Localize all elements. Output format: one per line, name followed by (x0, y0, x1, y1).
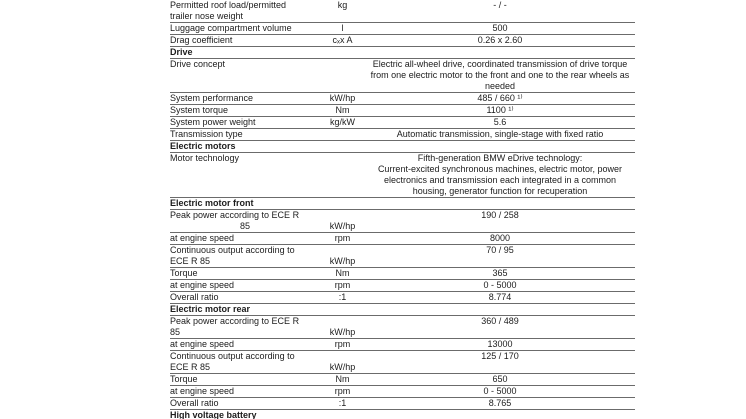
spec-value: housing, generator function for recuperation (412, 186, 588, 196)
spec-value: 8.765 (488, 398, 512, 408)
spec-label-cell (170, 35, 320, 46)
spec-label: at engine speed (170, 280, 235, 290)
spec-label: Peak power according to ECE R (170, 210, 300, 220)
spec-label: Continuous output according to (170, 245, 295, 255)
spec-unit-cell (320, 386, 365, 397)
spec-label-cell (170, 398, 320, 409)
spec-unit-cell (320, 374, 365, 385)
section-title-cell (170, 304, 320, 315)
spec-unit (320, 210, 365, 221)
spec-label-cell (170, 280, 320, 291)
spec-unit: Nm (335, 268, 350, 278)
spec-row (170, 35, 635, 47)
section-title: Electric motor front (170, 198, 254, 208)
spec-row (170, 117, 635, 129)
spec-unit: rpm (334, 233, 351, 243)
spec-label: at engine speed (170, 233, 235, 243)
spec-value: Automatic transmission, single-stage with fixed ratio (396, 129, 604, 139)
spec-unit-cell (320, 233, 365, 244)
spec-unit: :1 (338, 292, 347, 302)
spec-label-cell (170, 59, 320, 92)
spec-unit: kW/hp (329, 362, 356, 372)
spec-label: Drive concept (170, 59, 226, 69)
spec-unit-cell (320, 105, 365, 116)
spec-unit-cell (320, 292, 365, 303)
spec-label: Overall ratio (170, 292, 219, 302)
spec-row (170, 59, 635, 93)
spec-unit: kg (337, 0, 348, 10)
spec-row (170, 93, 635, 105)
spec-label: Torque (170, 268, 198, 278)
spec-value-cell (365, 117, 635, 128)
spec-value-cell (365, 292, 635, 303)
spec-unit-cell (320, 245, 365, 267)
spec-label-cell (170, 117, 320, 128)
spec-unit-cell (320, 351, 365, 373)
spec-label-cell (170, 153, 320, 197)
spec-label: 85 (170, 327, 181, 337)
spec-value: 485 / 660 ¹⁾ (477, 93, 523, 103)
spec-value: from one electric motor to the front and one to the rear wheels as (370, 70, 630, 80)
spec-value: Electric all-wheel drive, coordinated transmission of drive torque (372, 59, 628, 69)
spec-row (170, 23, 635, 35)
spec-value-cell (365, 23, 635, 34)
section-title-cell (170, 198, 320, 209)
spec-value-cell (365, 129, 635, 140)
spec-row (170, 105, 635, 117)
spec-label-cell (170, 129, 320, 140)
spec-unit-cell (320, 339, 365, 350)
spec-row (170, 398, 635, 410)
spec-value-cell (365, 245, 635, 267)
spec-value: - / - (493, 0, 507, 10)
spec-label-cell (170, 245, 320, 267)
spec-value: 5.6 (493, 117, 507, 127)
spec-value: 13000 (487, 339, 513, 349)
section-row (170, 47, 635, 59)
spec-value-cell (365, 339, 635, 350)
spec-label-cell (170, 268, 320, 279)
spec-unit: cₓx A (332, 35, 353, 45)
spec-label: ECE R 85 (170, 362, 211, 372)
spec-unit-cell (320, 0, 365, 22)
spec-value: electronics and transmission each integrated in a common (383, 175, 617, 185)
spec-unit-cell (320, 398, 365, 409)
section-title-cell (170, 47, 320, 58)
spec-unit-cell (320, 35, 365, 46)
spec-label-cell (170, 374, 320, 385)
spec-table (170, 0, 635, 419)
spec-label: ECE R 85 (170, 256, 211, 266)
spec-label-cell (170, 351, 320, 373)
spec-unit-cell (320, 280, 365, 291)
spec-label-cell (170, 210, 320, 232)
spec-value-cell (365, 233, 635, 244)
spec-label-cell (170, 0, 320, 22)
spec-value: 360 / 489 (481, 316, 519, 326)
spec-value-cell (365, 93, 635, 104)
spec-value: 0.26 x 2.60 (477, 35, 523, 45)
spec-unit (320, 316, 365, 327)
spec-label: Luggage compartment volume (170, 23, 292, 33)
spec-label-cell (170, 93, 320, 104)
spec-label: Continuous output according to (170, 351, 295, 361)
spec-row (170, 268, 635, 280)
spec-row (170, 316, 635, 339)
spec-value: 0 - 5000 (483, 280, 517, 290)
spec-value-cell (365, 59, 635, 92)
spec-label: Peak power according to ECE R (170, 316, 300, 326)
spec-unit: kW/hp (329, 221, 356, 231)
spec-unit-cell (320, 23, 365, 34)
spec-label-cell (170, 292, 320, 303)
spec-unit (320, 245, 365, 256)
spec-value-cell (365, 153, 635, 197)
spec-label: Permitted roof load/permitted (170, 0, 287, 10)
spec-row (170, 351, 635, 374)
spec-value: 70 / 95 (486, 245, 514, 255)
spec-unit: Nm (335, 374, 350, 384)
spec-unit: rpm (334, 339, 351, 349)
spec-value-cell (365, 35, 635, 46)
spec-label: at engine speed (170, 339, 235, 349)
spec-value-cell (365, 268, 635, 279)
spec-unit-cell (320, 117, 365, 128)
spec-label: System torque (170, 105, 229, 115)
spec-value: needed (484, 81, 516, 91)
spec-label-cell (170, 386, 320, 397)
spec-value: 650 (492, 374, 508, 384)
spec-row (170, 339, 635, 351)
spec-label: Motor technology (170, 153, 240, 163)
spec-row (170, 245, 635, 268)
section-title-cell (170, 410, 320, 419)
spec-unit: rpm (334, 280, 351, 290)
section-title: Drive (170, 47, 193, 57)
spec-unit-cell (320, 153, 365, 197)
spec-row (170, 153, 635, 198)
spec-label: at engine speed (170, 386, 235, 396)
spec-row (170, 210, 635, 233)
spec-value: 0 - 5000 (483, 386, 517, 396)
spec-value-cell (365, 351, 635, 373)
section-title: Electric motor rear (170, 304, 251, 314)
spec-value: 125 / 170 (481, 351, 519, 361)
section-row (170, 198, 635, 210)
spec-unit-cell (320, 59, 365, 92)
spec-value-cell (365, 316, 635, 338)
spec-value-cell (365, 386, 635, 397)
spec-row (170, 0, 635, 23)
spec-value: Current-excited synchronous machines, electric motor, power (377, 164, 623, 174)
spec-value: 365 (492, 268, 508, 278)
spec-label-cell (170, 339, 320, 350)
spec-value-cell (365, 105, 635, 116)
spec-unit: kW/hp (329, 256, 356, 266)
spec-label-cell (170, 23, 320, 34)
spec-unit-cell (320, 129, 365, 140)
section-row (170, 304, 635, 316)
spec-value-cell (365, 280, 635, 291)
spec-row (170, 374, 635, 386)
section-title: Electric motors (170, 141, 236, 151)
spec-label: 85 (239, 221, 250, 231)
spec-unit-cell (320, 268, 365, 279)
spec-unit: :1 (338, 398, 347, 408)
spec-unit: kW/hp (329, 327, 356, 337)
spec-value: 8.774 (488, 292, 512, 302)
spec-unit: l (341, 23, 344, 33)
spec-value: 1100 ¹⁾ (486, 105, 514, 115)
spec-value-cell (365, 0, 635, 22)
spec-value: 8000 (489, 233, 511, 243)
section-row (170, 410, 635, 419)
spec-label: Torque (170, 374, 198, 384)
section-row (170, 141, 635, 153)
spec-value: Fifth-generation BMW eDrive technology: (417, 153, 583, 163)
spec-label: Transmission type (170, 129, 243, 139)
spec-label: Drag coefficient (170, 35, 233, 45)
spec-label: System power weight (170, 117, 256, 127)
spec-label-cell (170, 105, 320, 116)
spec-row (170, 280, 635, 292)
spec-row (170, 386, 635, 398)
spec-unit-cell (320, 210, 365, 232)
spec-value-cell (365, 398, 635, 409)
spec-unit-cell (320, 316, 365, 338)
spec-unit: rpm (334, 386, 351, 396)
spec-value-cell (365, 374, 635, 385)
spec-label: trailer nose weight (170, 11, 244, 21)
spec-value: 500 (492, 23, 508, 33)
spec-unit: Nm (335, 105, 350, 115)
section-title: High voltage battery (170, 410, 257, 419)
spec-unit (320, 351, 365, 362)
spec-label: System performance (170, 93, 254, 103)
spec-unit: kg/kW (329, 117, 355, 127)
spec-row (170, 233, 635, 245)
spec-value: 190 / 258 (481, 210, 519, 220)
spec-label-cell (170, 233, 320, 244)
spec-label: Overall ratio (170, 398, 219, 408)
spec-label-cell (170, 316, 320, 338)
spec-row (170, 292, 635, 304)
spec-unit: kW/hp (329, 93, 356, 103)
spec-row (170, 129, 635, 141)
section-title-cell (170, 141, 320, 152)
spec-unit-cell (320, 93, 365, 104)
spec-value-cell (365, 210, 635, 232)
